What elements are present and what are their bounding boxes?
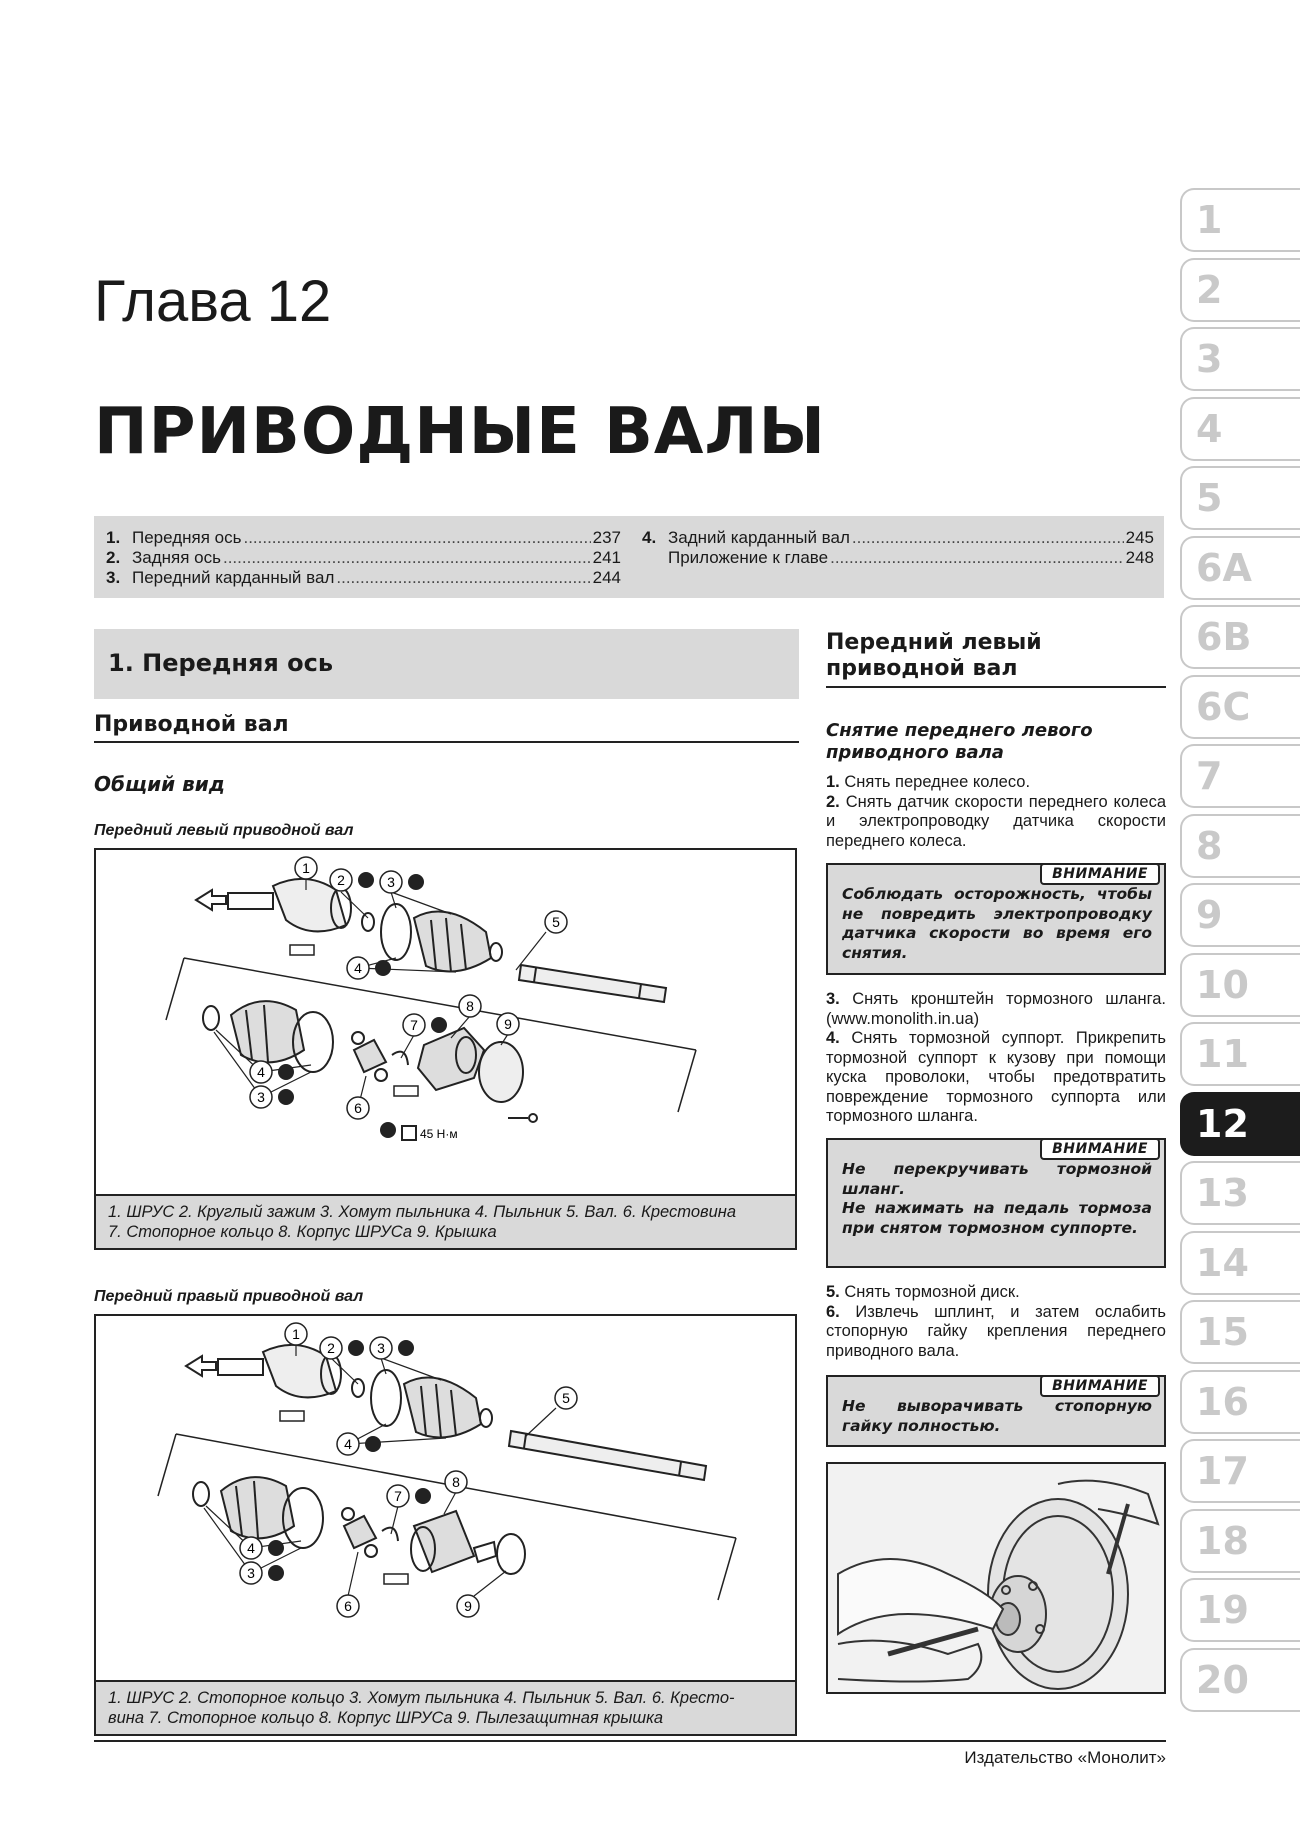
chapter-tab[interactable]: 6A — [1180, 536, 1300, 600]
publisher-footer: Издательство «Монолит» — [964, 1748, 1166, 1767]
svg-text:5: 5 — [552, 914, 560, 930]
chapter-tab[interactable]: 15 — [1180, 1300, 1300, 1364]
svg-text:1: 1 — [302, 860, 310, 876]
svg-text:3: 3 — [377, 1340, 385, 1356]
chapter-tab[interactable]: 1 — [1180, 188, 1300, 252]
callout-4 — [347, 957, 369, 979]
callout-6 — [347, 1097, 369, 1119]
torque-label: 45 Н·м — [420, 1127, 458, 1141]
spec-icon — [384, 1574, 408, 1584]
chapter-tab[interactable]: 11 — [1180, 1022, 1300, 1086]
chapter-label: Глава 12 — [94, 269, 332, 334]
svg-text:9: 9 — [504, 1016, 512, 1032]
driveshaft-right-diagram — [96, 1316, 795, 1680]
warning-box — [826, 863, 1166, 975]
chapter-tab[interactable]: 8 — [1180, 814, 1300, 878]
svg-text:4: 4 — [257, 1064, 265, 1080]
warning-badge: ВНИМАНИЕ — [1040, 1138, 1160, 1160]
steps-group-2 — [826, 990, 1166, 1127]
step-item: 4. Снять тормозной суппорт. Прикрепить тормозной суппорт к кузову при помощи куска проволоки, чтобы предотвратить повреждение тормозного суппорта или тормозного шланга. — [826, 1029, 1166, 1125]
warning-text: Соблюдать осторожность, чтобы не повредить электропроводку датчика скорости во время его снятия. — [842, 885, 1152, 962]
svg-text:1: 1 — [292, 1326, 300, 1342]
callout-3 — [380, 871, 402, 893]
section-heading — [94, 629, 799, 699]
toc-page: 237 — [592, 528, 621, 547]
right-subheading: Снятие переднего левого приводного вала — [826, 720, 1093, 763]
toc-page: 245 — [1125, 528, 1154, 547]
figure2-caption — [96, 1680, 795, 1734]
caption-line: 7. Стопорное кольцо 8. Корпус ШРУСа 9. Крышка — [108, 1223, 497, 1241]
callout-3 — [240, 1562, 262, 1584]
svg-text:8: 8 — [466, 998, 474, 1014]
right-heading: Передний левый приводной вал — [826, 630, 1166, 688]
toc-entry[interactable] — [642, 548, 1154, 568]
callout-2 — [320, 1337, 342, 1359]
svg-text:4: 4 — [247, 1540, 255, 1556]
callout-5 — [545, 911, 567, 933]
toc-page: 248 — [1125, 548, 1154, 567]
toc-title: Передняя ось — [132, 528, 242, 547]
warning-badge: ВНИМАНИЕ — [1040, 1375, 1160, 1397]
svg-text:6: 6 — [354, 1100, 362, 1116]
chapter-tab[interactable]: 17 — [1180, 1439, 1300, 1503]
figure1-title: Передний левый приводной вал — [94, 822, 354, 839]
caption-line: вина 7. Стопорное кольцо 8. Корпус ШРУСа 9. Пылезащитная крышка — [108, 1709, 664, 1727]
figure1 — [94, 848, 797, 1250]
subsection-heading: Приводной вал — [94, 712, 799, 743]
callout-8 — [445, 1471, 467, 1493]
toc-dots — [243, 528, 590, 548]
steps-group-3 — [826, 1283, 1166, 1361]
torque-wrench-icon — [402, 1126, 416, 1140]
table-of-contents — [94, 516, 1164, 598]
callout-3 — [250, 1086, 272, 1108]
toc-title: Задний карданный вал — [668, 528, 850, 547]
svg-text:2: 2 — [337, 872, 345, 888]
svg-text:2: 2 — [327, 1340, 335, 1356]
toc-entry[interactable] — [642, 528, 1154, 548]
figure2-drawing — [96, 1316, 795, 1680]
toc-num: 4. — [642, 528, 657, 547]
chapter-tabs — [1180, 188, 1300, 1717]
toc-num: 2. — [106, 548, 121, 567]
warning-badge: ВНИМАНИЕ — [1040, 863, 1160, 885]
toc-num: 3. — [106, 568, 121, 587]
chapter-tab[interactable]: 10 — [1180, 953, 1300, 1017]
general-view-heading: Общий вид — [94, 772, 225, 796]
warning-text: Не выворачивать стопорную гайку полностью. — [842, 1397, 1152, 1435]
chapter-tab[interactable]: 20 — [1180, 1648, 1300, 1712]
callout-1 — [285, 1323, 307, 1345]
figure1-caption — [96, 1194, 795, 1248]
warning-box — [826, 1375, 1166, 1447]
chapter-tab[interactable]: 6C — [1180, 675, 1300, 739]
section-title: 1. Передняя ось — [108, 649, 334, 677]
step-item: 1. Снять переднее колесо. — [826, 773, 1031, 791]
toc-dots — [223, 548, 591, 568]
toc-entry[interactable] — [106, 528, 621, 548]
svg-text:3: 3 — [387, 874, 395, 890]
chapter-tab[interactable]: 6B — [1180, 605, 1300, 669]
toc-title: Передний карданный вал — [132, 568, 335, 587]
callout-2 — [330, 869, 352, 891]
toc-dots — [336, 568, 590, 588]
toc-entry[interactable] — [106, 548, 621, 568]
chapter-tab[interactable]: 2 — [1180, 258, 1300, 322]
callout-9 — [497, 1013, 519, 1035]
warning-text: Не перекручивать тормозной шланг. — [842, 1160, 1152, 1198]
toc-dots — [830, 548, 1124, 568]
caption-line: 1. ШРУС 2. Круглый зажим 3. Хомут пыльника 4. Пыльник 5. Вал. 6. Крестовина — [108, 1203, 737, 1221]
chapter-tab[interactable]: 13 — [1180, 1161, 1300, 1225]
toc-page: 244 — [592, 568, 621, 587]
toc-num: 1. — [106, 528, 121, 547]
figure2 — [94, 1314, 797, 1736]
toc-entry[interactable] — [106, 568, 621, 588]
chapter-tab[interactable]: 16 — [1180, 1370, 1300, 1434]
callout-8 — [459, 995, 481, 1017]
callout-7 — [387, 1485, 409, 1507]
chapter-tab[interactable]: 19 — [1180, 1578, 1300, 1642]
chapter-tab[interactable]: 3 — [1180, 327, 1300, 391]
chapter-tab[interactable]: 7 — [1180, 744, 1300, 808]
callout-9 — [457, 1595, 479, 1617]
warning-text: Не нажимать на педаль тормоза при снятом тормозном суппорте. — [842, 1199, 1152, 1237]
svg-text:3: 3 — [247, 1565, 255, 1581]
chapter-tab-active[interactable]: 12 — [1180, 1092, 1300, 1156]
svg-text:7: 7 — [410, 1017, 418, 1033]
svg-text:3: 3 — [257, 1089, 265, 1105]
callout-4 — [250, 1061, 272, 1083]
svg-text:4: 4 — [344, 1436, 352, 1452]
toc-page: 241 — [592, 548, 621, 567]
spec-icon — [280, 1411, 304, 1421]
svg-text:9: 9 — [464, 1598, 472, 1614]
svg-text:8: 8 — [452, 1474, 460, 1490]
hub-removal-photo — [826, 1462, 1166, 1694]
spec-icon — [394, 1086, 418, 1096]
svg-text:6: 6 — [344, 1598, 352, 1614]
footer-rule — [94, 1740, 1166, 1742]
step-item: 3. Снять кронштейн тормозного шланга. (www.monolith.in.ua) — [826, 990, 1166, 1028]
figure2-title: Передний правый приводной вал — [94, 1288, 364, 1305]
callout-1 — [295, 857, 317, 879]
spec-icon — [290, 945, 314, 955]
warning-box — [826, 1138, 1166, 1268]
callout-3 — [370, 1337, 392, 1359]
step-item: 6. Извлечь шплинт, и затем ослабить стопорную гайку крепления переднего приводного вала. — [826, 1302, 1167, 1360]
svg-text:5: 5 — [562, 1390, 570, 1406]
chapter-tab[interactable]: 9 — [1180, 883, 1300, 947]
callout-7 — [403, 1014, 425, 1036]
toc-title: Задняя ось — [132, 548, 221, 567]
step-item: 2. Снять датчик скорости переднего колеса и электропроводку датчика скорости переднего колеса. — [826, 792, 1166, 850]
svg-text:4: 4 — [354, 960, 362, 976]
svg-text:7: 7 — [394, 1488, 402, 1504]
chapter-title: ПРИВОДНЫЕ ВАЛЫ — [94, 395, 826, 469]
toc-title: Приложение к главе — [668, 548, 829, 567]
figure1-drawing — [96, 850, 795, 1194]
step-item: 5. Снять тормозной диск. — [826, 1283, 1020, 1301]
callout-6 — [337, 1595, 359, 1617]
toc-num — [642, 548, 668, 568]
callout-4 — [240, 1537, 262, 1559]
chapter-tab[interactable]: 14 — [1180, 1231, 1300, 1295]
driveshaft-left-diagram — [96, 850, 795, 1194]
toc-dots — [852, 528, 1124, 548]
caption-line: 1. ШРУС 2. Стопорное кольцо 3. Хомут пыльника 4. Пыльник 5. Вал. 6. Кресто- — [108, 1689, 735, 1707]
chapter-tab[interactable]: 4 — [1180, 397, 1300, 461]
chapter-tab[interactable]: 18 — [1180, 1509, 1300, 1573]
callout-4 — [337, 1433, 359, 1455]
chapter-tab[interactable]: 5 — [1180, 466, 1300, 530]
callout-5 — [555, 1387, 577, 1409]
steps-group-1 — [826, 773, 1166, 851]
hub-photo-illustration — [828, 1464, 1164, 1692]
